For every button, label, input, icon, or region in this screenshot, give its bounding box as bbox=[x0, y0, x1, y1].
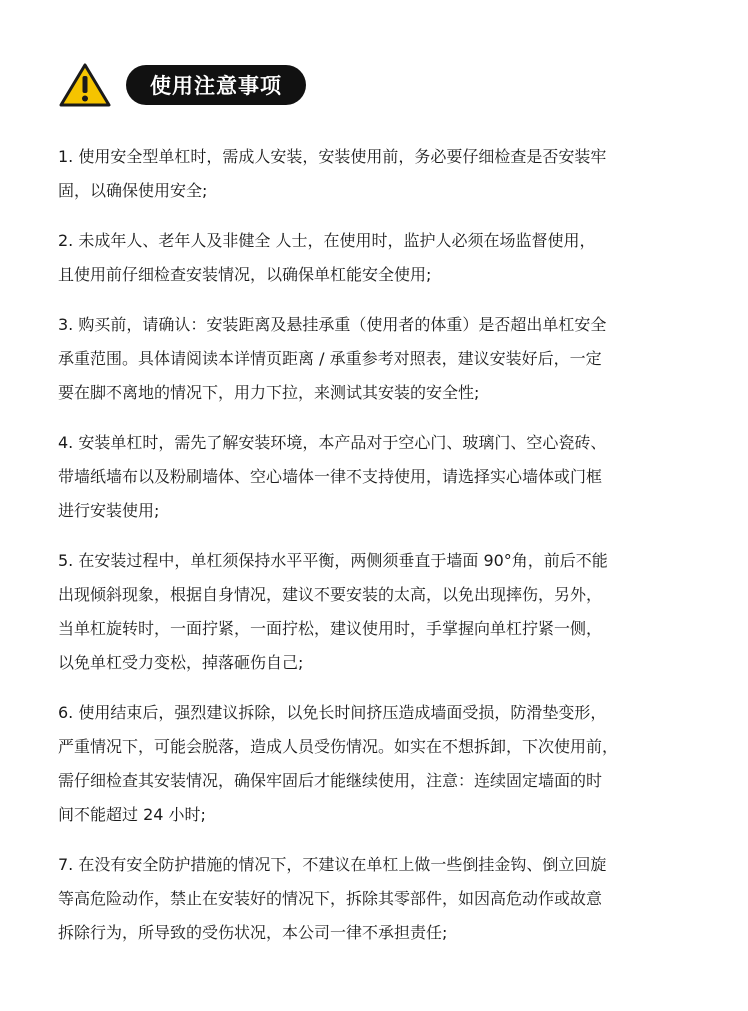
warning-icon bbox=[58, 62, 112, 108]
note-item: 1. 使用安全型单杠时，需成人安装，安装使用前，务必要仔细检查是否安装牢 固，以确保使用安全; bbox=[58, 147, 607, 200]
note-item: 6. 使用结束后，强烈建议拆除，以免长时间挤压造成墙面受损，防滑垫变形， 严重情况下，可能会脱落，造成人员受伤情况。如实在不想拆卸，下次使用前， 需仔细检查其安装情况，确保牢固后才能继续使用，注意：连续固定墙面的时 间不能超过 24 小时; bbox=[58, 703, 619, 824]
note-item: 2. 未成年人、老年人及非健全 人士，在使用时，监护人必须在场监督使用， 且使用前仔细检查安装情况，以确保单杠能安全使用; bbox=[58, 231, 596, 284]
note-item: 7. 在没有安全防护措施的情况下，不建议在单杠上做一些倒挂金钩、倒立回旋 等高危险动作，禁止在安装好的情况下，拆除其零部件，如因高危动作或故意 拆除行为，所导致的受伤状况，本公司一律不承担责任; bbox=[58, 855, 607, 942]
note-item: 5. 在安装过程中，单杠须保持水平平衡，两侧须垂直于墙面 90°角，前后不能 出现倾斜现象，根据自身情况，建议不要安装的太高，以免出现摔伤，另外， 当单杠旋转时，一面拧紧，一面拧松，建议使用时，手掌握向单杠拧紧一侧， 以免单杠受力变松，掉落砸伤自己; bbox=[58, 551, 608, 672]
header bbox=[58, 62, 306, 108]
notes-list bbox=[58, 140, 698, 966]
note-item: 3. 购买前，请确认：安装距离及悬挂承重（使用者的体重）是否超出单杠安全 承重范围。具体请阅读本详情页距离 / 承重参考对照表，建议安装好后，一定 要在脚不离地的情况下，用力下拉，来测试其安装的安全性; bbox=[58, 315, 607, 402]
note-item: 4. 安装单杠时，需先了解安装环境，本产品对于空心门、玻璃门、空心瓷砖、 带墙纸墙布以及粉刷墙体、空心墙体一律不支持使用，请选择实心墙体或门框 进行安装使用; bbox=[58, 433, 607, 520]
page-title: 使用注意事项 bbox=[126, 65, 306, 105]
